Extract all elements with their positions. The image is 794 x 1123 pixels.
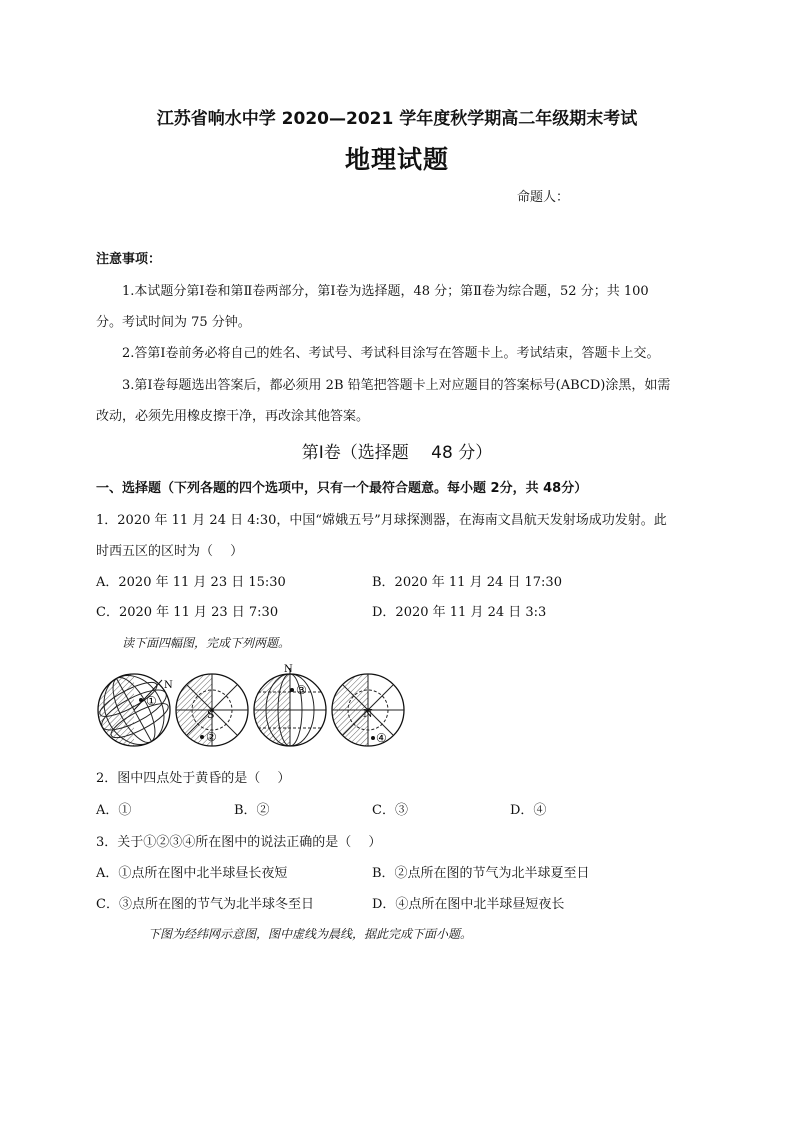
q2-option-b: B．② bbox=[234, 803, 270, 818]
q2-option-a: A．① bbox=[96, 803, 132, 818]
q1-option-b: B．2020 年 11 月 24 日 17:30 bbox=[372, 575, 562, 590]
figure-intro: 读下面四幅图，完成下列两题。 bbox=[122, 636, 291, 650]
q1-stem-line-2: 时西五区的区时为（ ） bbox=[96, 544, 244, 559]
notice-line-2: 分。考试时间为 75 分钟。 bbox=[96, 315, 251, 330]
globe-4-mark: ④ bbox=[376, 731, 387, 745]
section-title: 第Ⅰ卷（选择题 48 分） bbox=[301, 443, 493, 463]
globe-2-mark: ② bbox=[206, 730, 217, 744]
q1-option-d: D．2020 年 11 月 24 日 3:3 bbox=[372, 605, 547, 620]
q3-option-c: C．③点所在图的节气为北半球冬至日 bbox=[96, 897, 314, 912]
globe-figures bbox=[94, 660, 424, 752]
globe-1-pole-label: N bbox=[164, 680, 173, 691]
q2-stem: 2．图中四点处于黄昏的是（ ） bbox=[96, 771, 291, 786]
q1-option-c: C．2020 年 11 月 23 日 7:30 bbox=[96, 605, 279, 620]
q3-option-b: B．②点所在图的节气为北半球夏至日 bbox=[372, 866, 590, 881]
part-heading: 一、选择题（下列各题的四个选项中，只有一个最符合题意。每小题 2分，共 48分） bbox=[96, 481, 588, 496]
globe-3 bbox=[254, 664, 326, 746]
q1-option-a: A．2020 年 11 月 23 日 15:30 bbox=[96, 575, 286, 590]
globe-2-pole-label: S bbox=[207, 708, 215, 721]
subject-title: 地理试题 bbox=[344, 145, 449, 174]
q1-stem-line-1: 1．2020 年 11 月 24 日 4:30，中国“嫦娥五号”月球探测器，在海南文昌航天发射场成功发射。此 bbox=[96, 513, 667, 528]
globe-3-mark: ③ bbox=[296, 683, 307, 697]
q2-option-c: C．③ bbox=[372, 803, 408, 818]
author-label: 命题人： bbox=[517, 190, 570, 205]
notice-line-1: 1.本试题分第Ⅰ卷和第Ⅱ卷两部分，第Ⅰ卷为选择题，48 分；第Ⅱ卷为综合题，52 分；共 100 bbox=[122, 284, 649, 299]
globe-4 bbox=[332, 674, 404, 746]
q2-option-d: D．④ bbox=[510, 803, 547, 818]
notice-heading: 注意事项： bbox=[96, 252, 162, 267]
globe-3-pole-label: N bbox=[284, 664, 293, 675]
globe-2 bbox=[176, 674, 248, 746]
globe-1 bbox=[94, 665, 176, 752]
globe-1-mark: ① bbox=[146, 694, 157, 708]
next-figure-intro: 下图为经纬网示意图，图中虚线为晨线，据此完成下面小题。 bbox=[148, 927, 473, 941]
exam-school-line: 江苏省响水中学 2020—2021 学年度秋学期高二年级期末考试 bbox=[156, 109, 638, 129]
q3-option-a: A．①点所在图中北半球昼长夜短 bbox=[96, 866, 288, 881]
notice-line-5: 改动，必须先用橡皮擦干净，再改涂其他答案。 bbox=[96, 409, 370, 424]
q3-stem: 3．关于①②③④所在图中的说法正确的是（ ） bbox=[96, 835, 382, 850]
globe-4-pole-label: N bbox=[363, 707, 373, 720]
notice-line-3: 2.答第Ⅰ卷前务必将自己的姓名、考试号、考试科目涂写在答题卡上。考试结束，答题卡上交。 bbox=[122, 346, 660, 361]
notice-line-4: 3.第Ⅰ卷每题选出答案后，都必须用 2B 铅笔把答题卡上对应题目的答案标号(ABCD)涂黑，如需 bbox=[122, 378, 671, 393]
q3-option-d: D．④点所在图中北半球昼短夜长 bbox=[372, 897, 565, 912]
